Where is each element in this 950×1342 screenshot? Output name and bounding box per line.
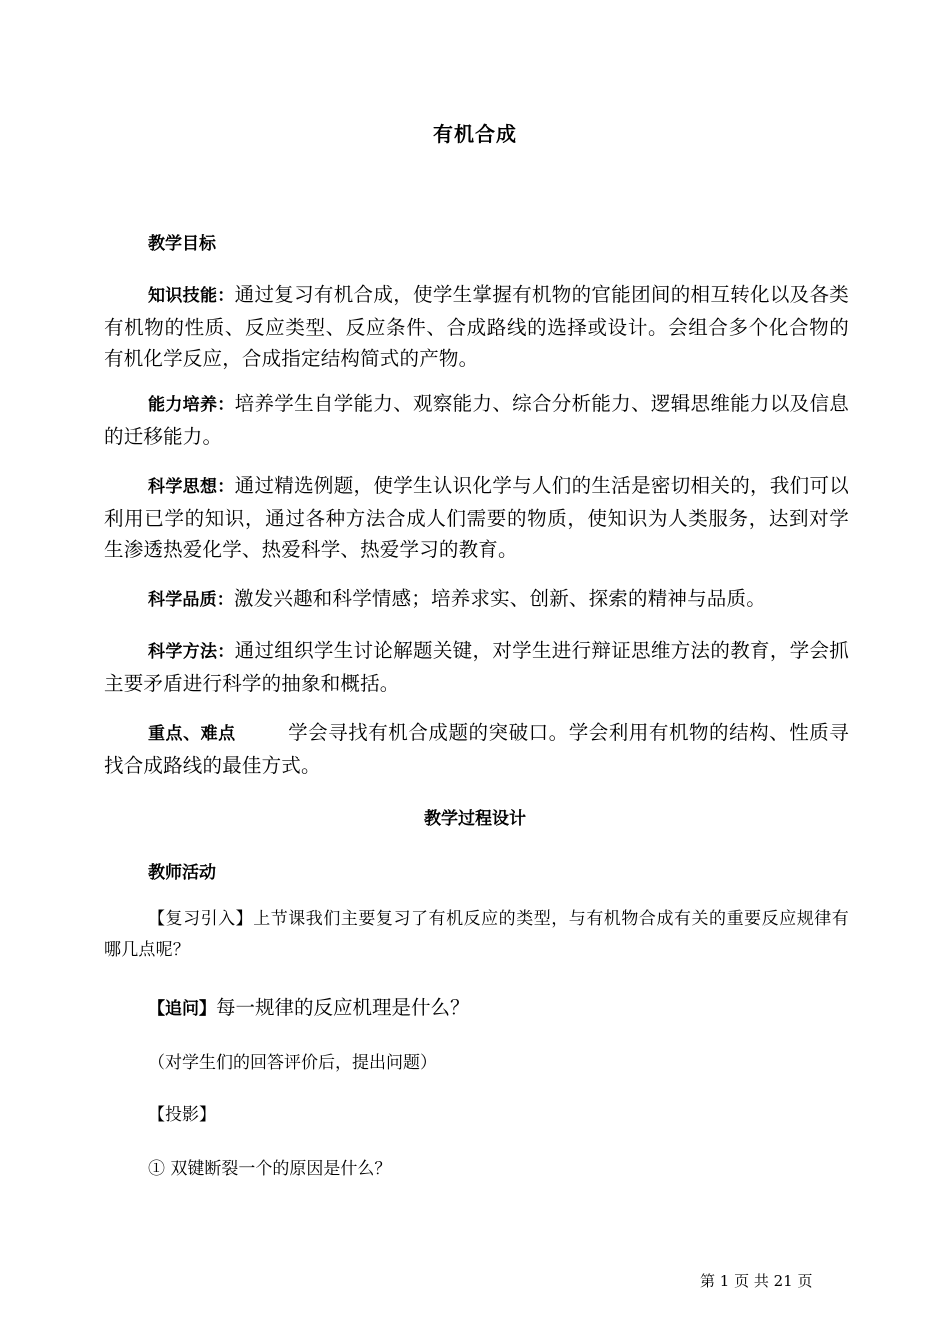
page-footer: 第 1 页 共 21 页 <box>700 1272 813 1290</box>
paragraph-text: 培养学生自学能力、观察能力、综合分析能力、逻辑思维能力以及信息的迁移能力。 <box>104 392 850 448</box>
paragraph-label: 能力培养： <box>148 395 235 415</box>
paragraph-label: 科学品质： <box>148 590 234 610</box>
paragraph-ability <box>104 388 849 452</box>
document-title: 有机合成 <box>433 122 517 146</box>
paragraph-text: 学会寻找有机合成题的突破口。学会利用有机物的结构、性质寻找合成路线的最佳方式。 <box>104 721 849 777</box>
section-heading-process: 教学过程设计 <box>424 809 526 829</box>
paragraph-text: 通过精选例题，使学生认识化学与人们的生活是密切相关的，我们可以利用已学的知识，通过各种方法合成人们需要的物质，使知识为人类服务，达到对学生渗透热爱化学、热爱科学、热爱学习的教育。 <box>104 474 850 561</box>
paragraph-review <box>104 904 849 966</box>
line-question-1: ① 双键断裂一个的原因是什么？ <box>148 1159 392 1179</box>
paragraph-text: 激发兴趣和科学情感；培养求实、创新、探索的精神与品质。 <box>234 587 766 610</box>
paragraph-text: 通过组织学生讨论解题关键，对学生进行辩证思维方法的教育，学会抓主要矛盾进行科学的抽象和概括。 <box>104 639 850 695</box>
line-projection: 【投影】 <box>148 1105 216 1125</box>
line-text: 每一规律的反应机理是什么？ <box>216 996 470 1019</box>
section-heading-goals: 教学目标 <box>148 234 216 254</box>
section-heading-teacher: 教师活动 <box>148 863 216 883</box>
line-comment: （对学生们的回答评价后，提出问题） <box>148 1053 437 1073</box>
paragraph-label: 知识技能： <box>148 286 235 306</box>
paragraph-text: 通过复习有机合成，使学生掌握有机物的官能团间的相互转化以及各类有机物的性质、反应类型、反应条件、合成路线的选择或设计。会组合多个化合物的有机化学反应，合成指定结构简式的产物。 <box>104 283 850 370</box>
paragraph-knowledge <box>104 279 849 374</box>
line-followup <box>148 992 470 1020</box>
paragraph-label: 科学方法： <box>148 642 235 662</box>
paragraph-label: 【复习引入】 <box>148 909 254 929</box>
paragraph-method <box>104 635 849 699</box>
paragraph-label: 重点、难点 <box>148 724 236 744</box>
line-label: 【追问】 <box>148 999 216 1019</box>
paragraph-thinking <box>104 470 849 565</box>
paragraph-label: 科学思想： <box>148 477 235 497</box>
paragraph-quality <box>104 583 849 616</box>
paragraph-text: 上节课我们主要复习了有机反应的类型，与有机物合成有关的重要反应规律有哪几点呢？ <box>104 909 849 960</box>
paragraph-keypoints <box>104 717 849 781</box>
